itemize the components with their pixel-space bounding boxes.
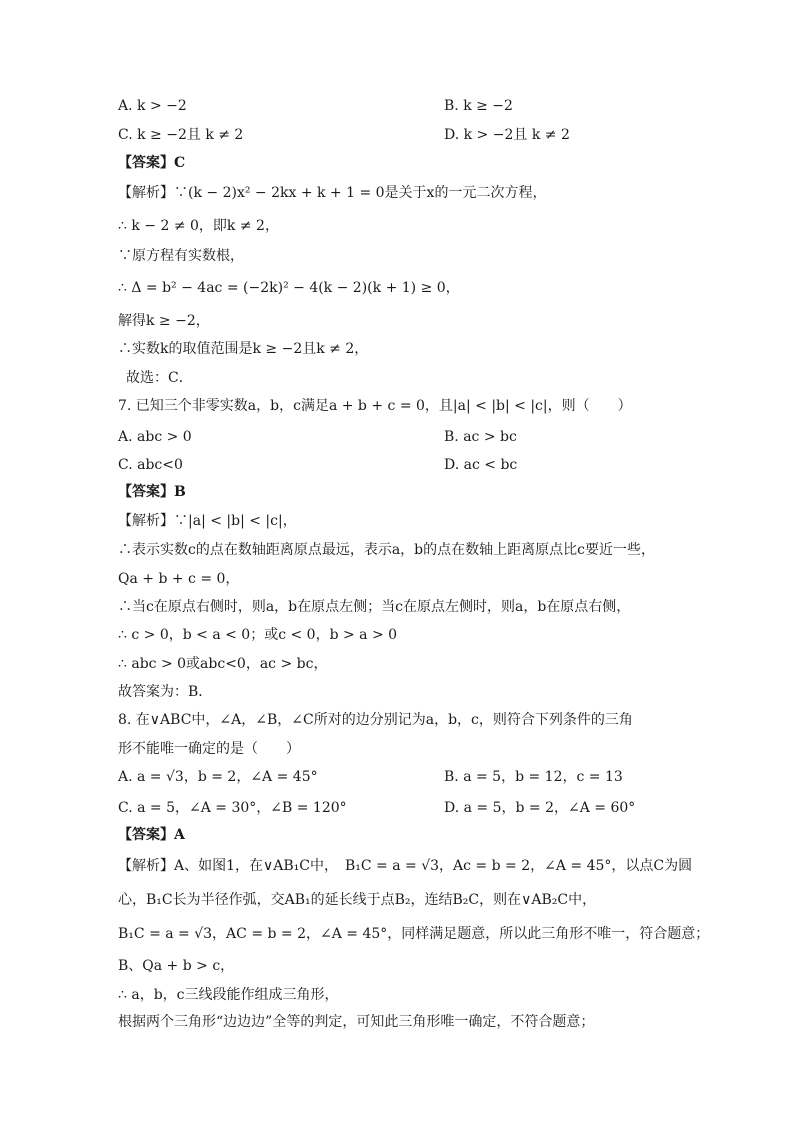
text-line: B₁C = a = √3，AC = b = 2，∠A = 45°，同样满足题意，所以此三角形不唯一，符合题意；: [118, 926, 710, 942]
text-line: 【解析】A、如图1，在∨AB₁C中， B₁C = a = √3，Ac = b = 2，∠A = 45°，以点C为圆: [118, 858, 693, 874]
text-line: ∴ a，b，c三线段能作组成三角形，: [118, 987, 339, 1003]
text-line: 【解析】∵(k − 2)x² − 2kx + k + 1 = 0是关于x的一元二次方程，: [118, 185, 547, 201]
text-line: D. k > −2且 k ≠ 2: [444, 127, 570, 143]
text-line: B. k ≥ −2: [444, 98, 513, 114]
text-line: 【答案】A: [118, 827, 185, 843]
text-line: 【解析】∵|a| < |b| < |c|，: [118, 513, 297, 529]
text-line: 【答案】C: [118, 155, 186, 171]
text-line: A. a = √3，b = 2，∠A = 45°: [118, 769, 318, 785]
text-line: ∴ abc > 0或abc<0，ac > bc，: [118, 656, 328, 672]
text-line: 故答案为：B．: [118, 684, 213, 700]
text-line: B. ac > bc: [444, 429, 517, 445]
text-line: A. abc > 0: [118, 429, 192, 445]
text-line: B、Qa + b > c，: [118, 958, 235, 974]
text-line: ∵原方程有实数根，: [118, 248, 244, 264]
text-line: ∴ c > 0，b < a < 0；或c < 0，b > a > 0: [118, 627, 398, 643]
text-line: ∴ Δ = b² − 4ac = (−2k)² − 4(k − 2)(k + 1) ≥ 0，: [118, 280, 460, 296]
text-line: A. k > −2: [118, 98, 187, 114]
text-line: 【答案】B: [118, 484, 186, 500]
text-line: C. a = 5，∠A = 30°，∠B = 120°: [118, 800, 347, 816]
text-line: 解得k ≥ −2，: [118, 313, 210, 329]
text-line: 故选：C．: [126, 370, 193, 386]
text-line: C. k ≥ −2且 k ≠ 2: [118, 127, 244, 143]
text-line: 7. 已知三个非零实数a，b，c满足a + b + c = 0，且|a| < |b| < |c|，则（ ）: [118, 398, 632, 414]
text-line: 心，B₁C长为半径作弧，交AB₁的延长线于点B₂，连结B₂C，则在∨AB₂C中，: [118, 892, 597, 908]
text-line: 形不能唯一确定的是（ ）: [118, 741, 300, 757]
text-line: 8. 在∨ABC中，∠A，∠B，∠C所对的边分别记为a，b，c，则符合下列条件的三角: [118, 712, 633, 728]
text-line: D. a = 5，b = 2，∠A = 60°: [444, 800, 636, 816]
text-line: 根据两个三角形“边边边”全等的判定，可知此三角形唯一确定，不符合题意；: [118, 1014, 595, 1030]
text-line: D. ac < bc: [444, 457, 518, 473]
text-line: ∴实数k的取值范围是k ≥ −2且k ≠ 2，: [118, 341, 369, 357]
text-line: ∴当c在原点右侧时，则a，b在原点左侧；当c在原点左侧时，则a，b在原点右侧，: [118, 599, 631, 615]
text-line: ∴表示实数c的点在数轴距离原点最远，表示a，b的点在数轴上距离原点比c要近一些，: [118, 542, 655, 558]
text-line: C. abc<0: [118, 457, 183, 473]
text-line: B. a = 5，b = 12，c = 13: [444, 769, 623, 785]
text-line: Qa + b + c = 0，: [118, 571, 240, 587]
text-line: ∴ k − 2 ≠ 0，即k ≠ 2，: [118, 218, 279, 234]
